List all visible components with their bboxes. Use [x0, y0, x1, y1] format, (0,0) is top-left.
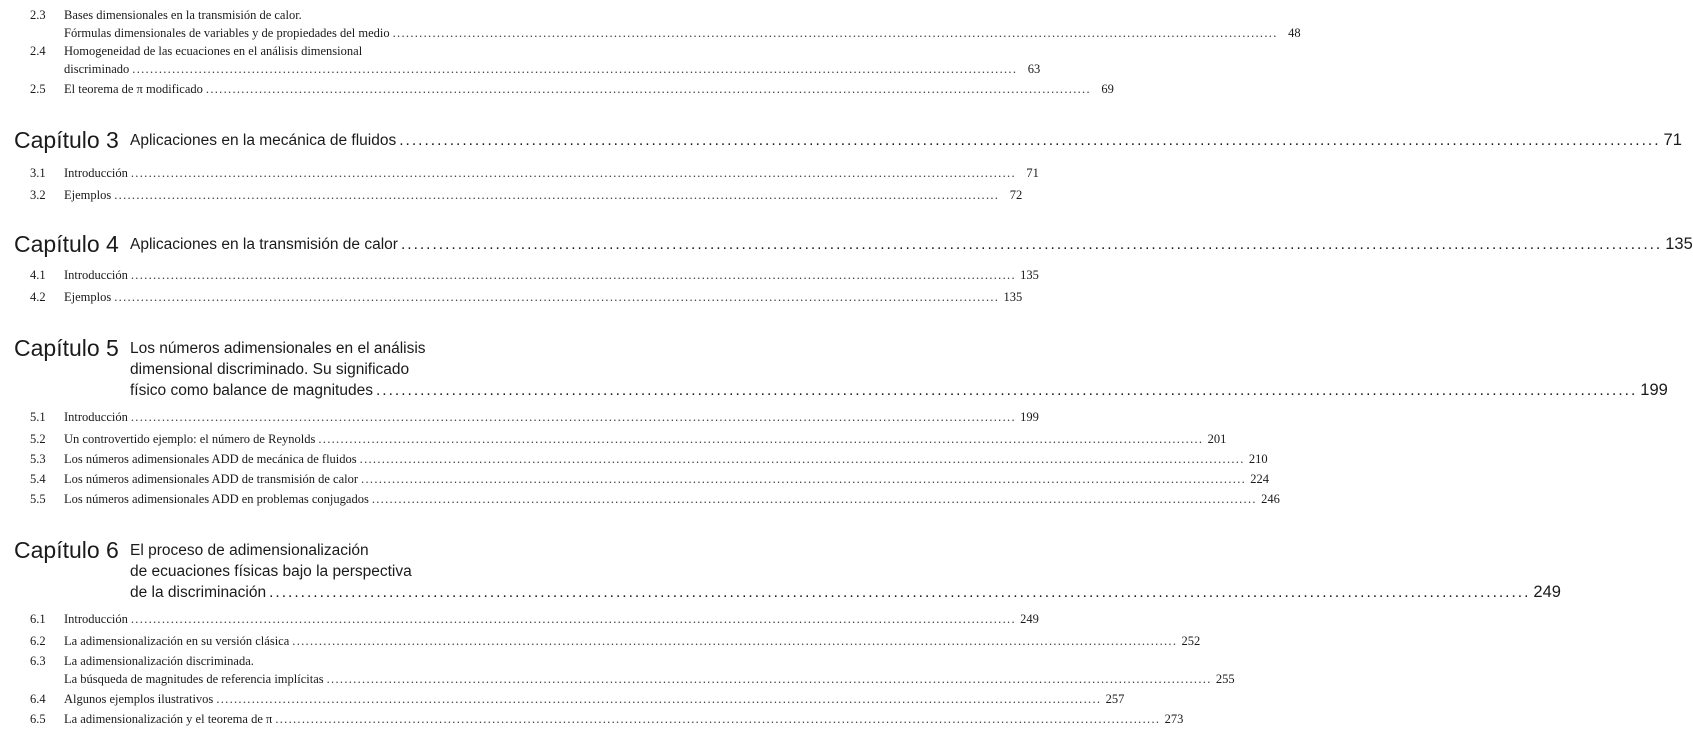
chapter-title: Aplicaciones en la mecánica de fluidos [130, 132, 397, 149]
section-page: 255 [1215, 672, 1235, 686]
section-number: 6.4 [30, 692, 46, 706]
toc-entry-5-4 [30, 470, 1270, 488]
section-page: 63 [1027, 62, 1041, 76]
toc-entry-5-2 [30, 430, 1227, 448]
dot-leader: ........................................................................................................................................................................................................ [292, 634, 1178, 648]
chapter-title: de ecuaciones físicas bajo la perspectiva [130, 563, 412, 580]
dot-leader: ........................................................................................................................................................................................................ [361, 472, 1247, 486]
section-number: 3.1 [30, 166, 46, 180]
section-page: 224 [1250, 472, 1270, 486]
chapter-title: de la discriminación [130, 584, 267, 601]
section-page: 199 [1020, 410, 1039, 424]
section-title: Un controvertido ejemplo: el número de Reynolds [64, 432, 316, 446]
section-title: discriminado [64, 62, 130, 76]
chapter-6-heading [14, 536, 1561, 603]
dot-leader: ........................................................................................................................................................................................................ [114, 188, 1000, 202]
section-number: 4.1 [30, 268, 46, 282]
dot-leader: ........................................................................................................................................................................................................ [400, 236, 1663, 253]
chapter-page: 249 [1533, 583, 1561, 601]
chapter-5-heading [14, 334, 1668, 401]
section-title: La adimensionalización en su versión clásica [64, 634, 290, 648]
chapter-title: dimensional discriminado. Su significado [130, 361, 410, 378]
section-title: Fórmulas dimensionales de variables y de propiedades del medio [64, 26, 390, 40]
toc-entry-6-3 [30, 652, 1235, 688]
toc-entry-2-3 [30, 6, 1301, 42]
dot-leader: ........................................................................................................................................................................................................ [375, 382, 1638, 399]
section-number: 4.2 [30, 290, 46, 304]
toc-entry-4-1 [30, 266, 1039, 284]
dot-leader: ........................................................................................................................................................................................................ [371, 492, 1257, 506]
dot-leader: ........................................................................................................................................................................................................ [318, 432, 1204, 446]
section-number: 5.4 [30, 472, 46, 486]
section-page: 257 [1105, 692, 1125, 706]
chapter-label: Capítulo 6 [14, 537, 119, 563]
section-page: 252 [1181, 634, 1201, 648]
section-number: 6.1 [30, 612, 46, 626]
section-title: La adimensionalización y el teorema de π [64, 712, 273, 726]
chapter-title: físico como balance de magnitudes [130, 382, 373, 399]
section-number: 3.2 [30, 188, 46, 202]
chapter-title: Los números adimensionales en el análisis [130, 340, 426, 357]
toc-entry-6-4 [30, 690, 1125, 708]
section-number: 5.3 [30, 452, 46, 466]
toc-entry-3-2 [30, 186, 1023, 204]
section-title: Introducción [64, 268, 128, 282]
chapter-label: Capítulo 4 [14, 231, 119, 257]
dot-leader: ........................................................................................................................................................................................................ [392, 26, 1278, 40]
section-title: Introducción [64, 612, 128, 626]
dot-leader: ........................................................................................................................................................................................................ [269, 584, 1531, 601]
chapter-4-heading [14, 230, 1693, 257]
section-page: 71 [1026, 166, 1039, 180]
section-title: Introducción [64, 410, 128, 424]
section-page: 72 [1009, 188, 1023, 202]
dot-leader: ........................................................................................................................................................................................................ [399, 132, 1661, 149]
chapter-page: 199 [1640, 381, 1668, 399]
section-title: Los números adimensionales ADD en problemas conjugados [64, 492, 369, 506]
section-number: 2.5 [30, 82, 46, 96]
toc-entry-4-2 [30, 288, 1023, 306]
dot-leader: ........................................................................................................................................................................................................ [130, 410, 1016, 424]
dot-leader: ........................................................................................................................................................................................................ [205, 82, 1091, 96]
section-page: 210 [1248, 452, 1268, 466]
chapter-3-heading [14, 126, 1682, 153]
section-title: Los números adimensionales ADD de mecánica de fluidos [64, 452, 357, 466]
section-page: 135 [1020, 268, 1039, 282]
section-page: 69 [1101, 82, 1114, 96]
toc-entry-5-3 [30, 450, 1268, 468]
section-number: 6.3 [30, 654, 46, 668]
section-title: Los números adimensionales ADD de transmisión de calor [64, 472, 359, 486]
dot-leader: ........................................................................................................................................................................................................ [130, 268, 1016, 282]
toc-entry-6-1 [30, 610, 1039, 628]
dot-leader: ........................................................................................................................................................................................................ [114, 290, 1000, 304]
toc-entry-2-4 [30, 42, 1041, 78]
chapter-page: 135 [1665, 235, 1693, 253]
dot-leader: ........................................................................................................................................................................................................ [130, 612, 1016, 626]
chapter-page: 71 [1663, 131, 1682, 149]
section-number: 5.5 [30, 492, 46, 506]
dot-leader: ........................................................................................................................................................................................................ [216, 692, 1102, 706]
chapter-title: El proceso de adimensionalización [130, 542, 369, 559]
section-title: Ejemplos [64, 188, 112, 202]
section-title: Bases dimensionales en la transmisión de calor. [64, 8, 302, 22]
section-title: Ejemplos [64, 290, 112, 304]
chapter-label: Capítulo 3 [14, 127, 119, 153]
dot-leader: ........................................................................................................................................................................................................ [130, 166, 1016, 180]
chapter-label: Capítulo 5 [14, 335, 119, 361]
section-page: 48 [1288, 26, 1301, 40]
section-title: Introducción [64, 166, 128, 180]
section-page: 273 [1164, 712, 1184, 726]
section-title: La búsqueda de magnitudes de referencia implícitas [64, 672, 324, 686]
section-page: 246 [1261, 492, 1280, 506]
toc-entry-3-1 [30, 164, 1039, 182]
section-title: Algunos ejemplos ilustrativos [64, 692, 214, 706]
dot-leader: ........................................................................................................................................................................................................ [275, 712, 1161, 726]
section-number: 2.3 [30, 8, 46, 22]
toc-entry-2-5 [30, 80, 1114, 98]
section-title: El teorema de π modificado [64, 82, 203, 96]
section-title: Homogeneidad de las ecuaciones en el análisis dimensional [64, 44, 363, 58]
dot-leader: ........................................................................................................................................................................................................ [359, 452, 1245, 466]
toc-entry-6-2 [30, 632, 1201, 650]
section-page: 249 [1020, 612, 1039, 626]
section-number: 5.1 [30, 410, 46, 424]
dot-leader: ........................................................................................................................................................................................................ [326, 672, 1212, 686]
section-page: 135 [1003, 290, 1023, 304]
section-number: 5.2 [30, 432, 46, 446]
toc-entry-6-5 [30, 710, 1184, 728]
section-number: 6.2 [30, 634, 46, 648]
chapter-title: Aplicaciones en la transmisión de calor [130, 236, 398, 253]
section-number: 6.5 [30, 712, 46, 726]
section-title: La adimensionalización discriminada. [64, 654, 254, 668]
toc-entry-5-5 [30, 490, 1280, 508]
section-page: 201 [1207, 432, 1227, 446]
section-number: 2.4 [30, 44, 46, 58]
dot-leader: ........................................................................................................................................................................................................ [132, 62, 1018, 76]
toc-entry-5-1 [30, 408, 1039, 426]
